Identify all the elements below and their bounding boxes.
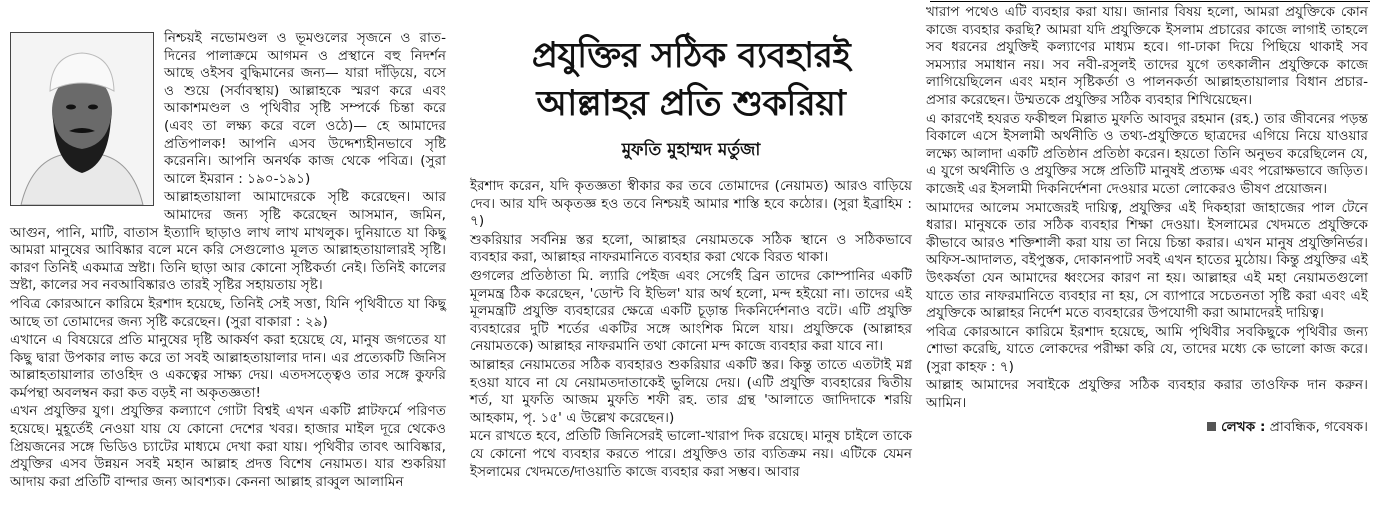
headline-line2: আল্লাহর প্রতি শুকরিয়া (536, 84, 846, 124)
author-portrait-image (11, 33, 153, 205)
col3-paragraph-3: আমাদের আলেম সমাজেরই দায়িত্ব, প্রযুক্তির এই দিকহারা জাহাজের পাল টেনে ধরার। মানুষকে তার সঠিক ব্যবহার শিক্ষা দেওয়া। ইসলামের খেদমতে প্রযুক্তিকে কীভাবে আরও শক্তিশালী করা যায় তা নিয়ে চিন্তা করার। এখন মানুষ প্রযুক্তিনির্ভর। অফিস-আদালত, বইপুস্তক, দোকানপাট সবই এখন হাতের মুঠোয়। কিন্তু প্রযুক্তির এই উৎকর্ষতা যেন আমাদের ধ্বংসের কারণ না হয়। আল্লাহর এই মহা নেয়ামতগুলো যাতে তার নাফরমানিতে ব্যবহার না হয়, সে ব্যাপারে সচেতনতা সৃষ্টি করা এবং এই প্রযুক্তিকে আল্লাহর নির্দেশ মতে ব্যবহারের উপযোগী করা আমাদেরই দায়িত্ব। (926, 199, 1368, 322)
top-rule (930, 1, 1370, 2)
col2-paragraph-4: আল্লাহর নেয়ামতের সঠিক ব্যবহারও শুকরিয়ার একটি স্তর। কিন্তু তাতে এতটাই মগ্ন হওয়া যাবে না যে নেয়ামতদাতাকেই ভুলিয়ে দেয়। (এটি প্রযুক্তি ব্যবহারের দ্বিতীয় শর্ত, যা মুফতি আজম মুফতি শফী রহ. তার গ্রন্থ 'আলাতে জাদিদাকে শরয়ি আহকাম, পৃ. ১৫' এ উল্লেখ করেছেন।) (470, 356, 912, 426)
col1-paragraph-5: এখন প্রযুক্তির যুগ। প্রযুক্তির কল্যাণে গোটা বিশ্বই এখন একটি প্লাটফর্মে পরিণত হয়েছে। মুহূর্তেই নেওয়া যায় যে কোনো দেশের খবর। হাজার মাইল দূরে থেকেও প্রিয়জনের সঙ্গে ভিডিও চ্যাটের মাধ্যমে দেখা করা যায়। পৃথিবীর তাবৎ আবিষ্কার, প্রযুক্তির এসব উন্নয়ন সবই মহান আল্লাহ প্রদত্ত বিশেষ নেয়ামত। যার শুকরিয়া আদায় করা প্রতিটি বান্দার জন্য আবশ্যক। কেননা আল্লাহ রাব্বুল আলামিন (10, 403, 446, 490)
col1-paragraph-2: আল্লাহতায়ালা আমাদেরকে সৃষ্টি করেছেন। আর আমাদের জন্য সৃষ্টি করেছেন আসমান, জমিন, আগুন, পানি, মাটি, বাতাস ইত্যাদি ছাড়াও লাখ লাখ মাখলুক। দুনিয়াতে যা কিছু আমরা মানুষের আবিষ্কার বলে মনে করি সেগুলোও মূলত আল্লাহতায়ালারই সৃষ্টি। কারণ তিনিই একমাত্র স্রষ্টা। তিনি ছাড়া আর কোনো সৃষ্টিকর্তা নেই। তিনিই কালের স্রষ্টা, কালের সব নবআবিষ্কারও তারই সৃষ্টির সহায়তায় সৃষ্ট। (10, 189, 446, 294)
author-label: লেখক : (1221, 418, 1266, 435)
col3-paragraph-1: খারাপ পথেও এটি ব্যবহার করা যায়। জানার বিষয় হলো, আমরা প্রযুক্তিকে কোন কাজে ব্যবহার করছি? আমরা যদি প্রযুক্তিকে ইসলাম প্রচারের কাজে লাগাই তাহলে সব ধরনের প্রযুক্তিই কল্যাণের মাধ্যম হবে। গা-ঢাকা দিয়ে পিছিয়ে থাকাই সব সমস্যার সমাধান নয়। সব নবী-রসুলই তাদের যুগে তৎকালীন প্রযুক্তিকে কাজে লাগিয়েছিলেন এবং মহান সৃষ্টিকর্তা ও পালনকর্তা আল্লাহতায়ালার বিধান প্রচার-প্রসার করেছেন। উম্মতকে প্রযুক্তির সঠিক ব্যবহার শিখিয়েছেন। (926, 4, 1368, 108)
col3-paragraph-5: আল্লাহ আমাদের সবাইকে প্রযুক্তির সঠিক ব্যবহার করার তাওফিক দান করুন। আমিন। (926, 377, 1368, 412)
headline (462, 32, 920, 128)
col2-paragraph-5: মনে রাখতে হবে, প্রতিটি জিনিসেরই ভালো-খারাপ দিক রয়েছে। মানুষ চাইলে তাকে যে কোনো পথে ব্যবহার করতে পারে। প্রযুক্তিও তার ব্যতিক্রম নয়। এটিকে যেমন ইসলামের খেদমতে/দাওয়াতি কাজে ব্যবহার করা সম্ভব। আবার (470, 428, 912, 480)
headline-line1: প্রযুক্তির সঠিক ব্যবহারই (531, 36, 851, 76)
author-photo (10, 32, 154, 206)
col1-paragraph-1: নিশ্চয়ই নভোমণ্ডল ও ভূমণ্ডলের সৃজনে ও রাত-দিনের পালাক্রমে আগমন ও প্রস্থানে বহু নিদর্শন আছে ওইসব বুদ্ধিমানের জন্য— যারা দাঁড়িয়ে, বসে ও শুয়ে (সর্বাবস্থায়) আল্লাহকে স্মরণ করে এবং আকাশমণ্ডল ও পৃথিবীর সৃষ্টি সম্পর্কে চিন্তা করে (এবং তা লক্ষ্য করে বলে ওঠে)— হে আমাদের প্রতিপালক! আপনি এসব উদ্দেশ্যহীনভাবে সৃষ্টি করেননি। আপনি অনর্থক কাজ থেকে পবিত্র। (সুরা আলে ইমরান : ১৯০-১৯১) (164, 30, 446, 187)
author-note (926, 419, 1368, 437)
square-bullet-icon (1207, 422, 1216, 431)
col1-paragraph-4: এখানে এ বিষয়েরে প্রতি মানুষের দৃষ্টি আকর্ষণ করা হয়েছে যে, মানুষ জগতের যা কিছু দ্বারা উপকার লাভ করে তা সবই আল্লাহতায়ালার দান। এর প্রত্যেকটি জিনিস আল্লাহতায়ালার তাওহিদ ও একত্বের সাক্ষ্য দেয়। এতদসত্ত্বেও তার সঙ্গে কুফরি কর্মপন্থা অবলম্বন করা কত বড়ই না অকৃতজ্ঞতা! (10, 332, 446, 401)
col3-paragraph-4: পবিত্র কোরআনে কারিমে ইরশাদ হয়েছে, আমি পৃথিবীর সবকিছুকে পৃথিবীর জন্য শোভা করেছি, যাতে লোকদের পরীক্ষা করি যে, তাদের মধ্যে কে ভালো কাজ করে। (সুরা কাহফ : ৭) (926, 323, 1368, 375)
article-column-1 (10, 30, 446, 491)
article-column-2 (470, 178, 912, 481)
byline: মুফতি মুহাম্মদ মর্তুজা (621, 140, 761, 160)
col3-paragraph-2: এ কারণেই হযরত ফকীহুল মিল্লাত মুফতি আবদুর রহমান (রহ.) তার জীবনের পড়ন্ত বিকালে এসে ইসলামী অর্থনীতি ও তথ্য-প্রযুক্তিতে ছাত্রদের এগিয়ে নিয়ে যাওয়ার লক্ষ্যে আলাদা একটি প্রতিষ্ঠান প্রতিষ্ঠা করেন। হয়তো তিনি অনুভব করেছিলেন যে, এ যুগে অর্থনীতি ও প্রযুক্তির সঙ্গে প্রতিটি মানুষই প্রত্যক্ষ এবং পরোক্ষভাবে জড়িত। কাজেই এর ইসলামী দিকনির্দেশনা দেওয়ার মতো লোকেরও ভীষণ প্রয়োজন। (926, 110, 1368, 197)
col1-paragraph-3: পবিত্র কোরআনে কারিমে ইরশাদ হয়েছে, তিনিই সেই সত্তা, যিনি পৃথিবীতে যা কিছু আছে তা তোমাদের জন্য সৃষ্টি করেছেন। (সুরা বাকারা : ২৯) (10, 295, 446, 330)
col2-paragraph-1: ইরশাদ করেন, যদি কৃতজ্ঞতা স্বীকার কর তবে তোমাদের (নেয়ামত) আরও বাড়িয়ে দেব। আর যদি অকৃতজ্ঞ হও তবে নিশ্চয়ই আমার শাস্তি হবে কঠোর। (সুরা ইব্রাহিম : ৭) (470, 178, 912, 230)
col2-paragraph-3: গুগলের প্রতিষ্ঠাতা মি. ল্যারি পেইজ এবং সের্গেই ব্রিন তাদের কোম্পানির একটি মূলমন্ত্র ঠিক করেছেন, 'ডোন্ট বি ইভিল' যার অর্থ হলো, মন্দ হইয়ো না। তাদের এই মূলমন্ত্রটি প্রযুক্তি ব্যবহারের ক্ষেত্রে একটি চূড়ান্ত দিকনির্দেশনাও বটে। এটি প্রযুক্তি ব্যবহারের দুটি শর্তের একটির সঙ্গে আংশিক মিলে যায়। প্রযুক্তিকে (আল্লাহর নেয়ামতকে) আল্লাহর নাফরমানি তথা কোনো মন্দ কাজে ব্যবহার করা যাবে না। (470, 267, 912, 355)
author-value: প্রাবন্ধিক, গবেষক। (1269, 418, 1368, 435)
col2-paragraph-2: শুকরিয়ার সর্বনিম্ন স্তর হলো, আল্লাহর নেয়ামতকে সঠিক স্থানে ও সঠিকভাবে ব্যবহার করা, আল্লাহর নাফরমানিতে ব্যবহার করা থেকে বিরত থাকা। (470, 231, 912, 266)
article-column-3 (926, 4, 1368, 436)
